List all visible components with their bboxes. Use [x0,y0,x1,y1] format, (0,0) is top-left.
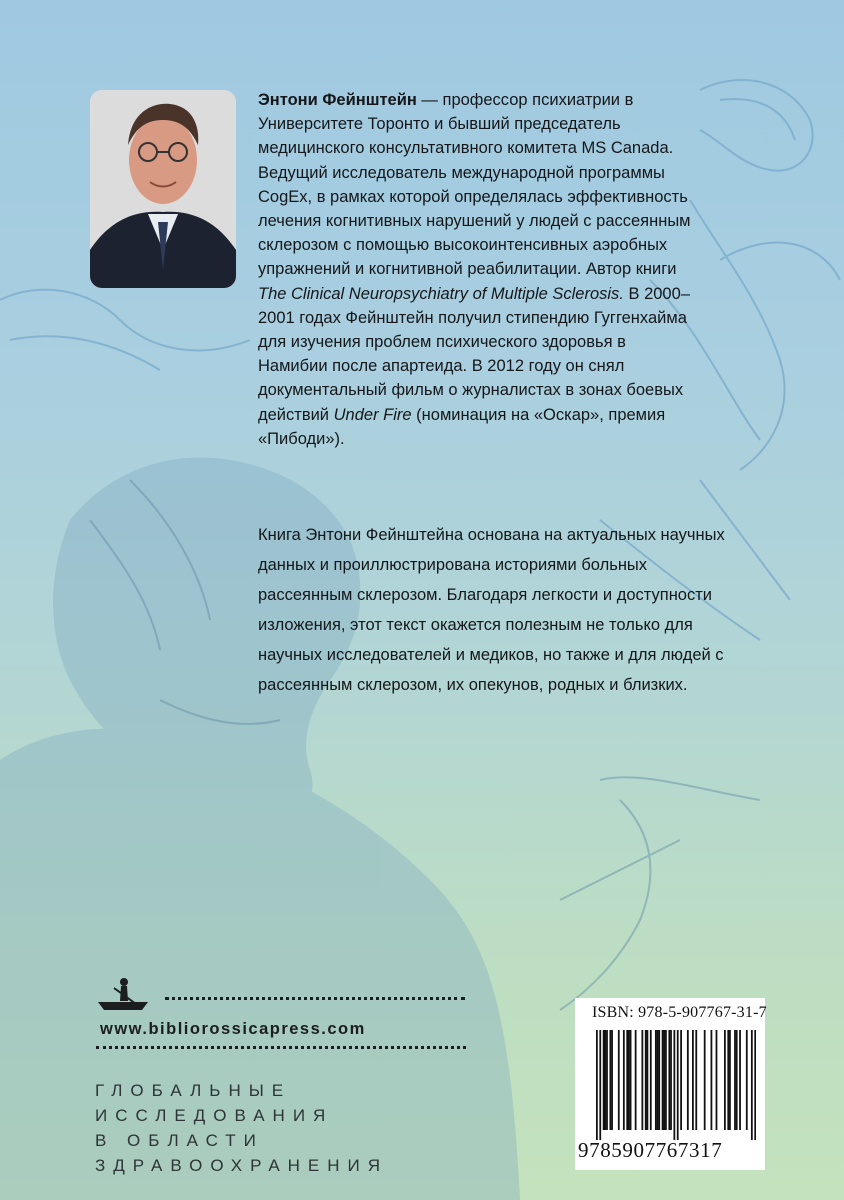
series-line-4: ЗДРАВООХРАНЕНИЯ [95,1156,389,1175]
barcode-bar [658,1030,660,1130]
barcode-digits: 9785907767317 [578,1138,723,1162]
barcode-bar [680,1030,682,1130]
barcode-bar [727,1030,729,1130]
barcode-bar [623,1030,625,1130]
barcode-bar [645,1030,647,1130]
bio-text-1: — профессор психиатрии в Университете Торонто и бывший председатель медицинского консультативного комитета MS Canada. Ведущий исследователь международной программы CogEx, в рамках которой определялась эффективность лечения когнитивных нарушений у людей с рассеянным склерозом с помощью высокоинтенсивных аэробных упражнений и когнитивной реабилитации. Автор книги [258,91,691,279]
barcode-bar [739,1030,741,1130]
barcode-bar [677,1030,679,1140]
series-line-1: ГЛОБАЛЬНЫЕ [95,1081,292,1100]
barcode-bar [704,1030,706,1130]
barcode-bar [673,1030,675,1140]
bio-text-3: (номинация на «Оскар», премия «Пибоди»). [258,405,666,448]
barcode-bar [626,1030,628,1130]
barcode-bar [635,1030,637,1130]
barcode-bar [729,1030,731,1130]
barcode-bar [687,1030,689,1130]
barcode-bar [655,1030,657,1130]
barcode-bar [606,1030,608,1130]
barcode-bar [609,1030,611,1130]
barcode-bar [711,1030,713,1130]
barcode-bar [611,1030,613,1130]
barcode-bar [751,1030,753,1140]
barcode-bar [604,1030,606,1130]
series-line-2: ИССЛЕДОВАНИЯ [95,1106,334,1125]
barcode-bar [734,1030,736,1130]
barcode-bar [596,1030,598,1140]
barcode-bar [746,1030,748,1130]
barcode-bar [657,1030,659,1130]
barcode-bar [650,1030,652,1130]
barcode-bar [630,1030,632,1130]
bio-text-2: В 2000–2001 годах Фейнштейн получил стипендию Гуггенхайма для изучения проблем психического здоровья в Намибии после апартеида. В 2012 году он снял документальный фильм о журналистах в зонах боевых действий [258,284,690,424]
film-title-italic: Under Fire [333,405,412,424]
barcode-bar [670,1030,672,1130]
barcode-bar [754,1030,756,1140]
book-title-italic: The Clinical Neuropsychiatry of Multiple Sclerosis. [258,284,624,303]
barcode-bar [663,1030,665,1130]
author-name: Энтони Фейнштейн [258,91,417,109]
barcode-bar [647,1030,649,1130]
barcode-bar [628,1030,630,1130]
barcode-bar [668,1030,670,1130]
book-blurb: Книга Энтони Фейнштейна основана на актуальных научных данных и проиллюстрирована историями больных рассеянным склерозом. Благодаря легкости и доступности изложения, этот текст окажется полезным не только для научных исследователей и медиков, но также и для людей с рассеянным склерозом, их опекунов, родных и близких. [258,526,725,694]
barcode-bar [603,1030,605,1130]
barcode-bar [599,1030,601,1140]
barcode-bar [641,1030,643,1130]
barcode-bar [665,1030,667,1130]
series-title [95,1078,388,1178]
barcode-bar [695,1030,697,1130]
barcode-bar [724,1030,726,1130]
boat-rower-icon [96,974,150,1020]
barcode-bar [618,1030,620,1130]
author-bio [258,88,698,451]
barcode-bar [692,1030,694,1130]
series-line-3: В ОБЛАСТИ [95,1131,264,1150]
dotted-divider-top [165,997,465,1000]
barcode-bars [596,1030,756,1140]
barcode-bar [662,1030,664,1130]
barcode-bar [736,1030,738,1130]
author-photo [90,90,236,288]
publisher-website: www.bibliorossicapress.com [100,1020,366,1038]
isbn-label: ISBN: 978-5-907767-31-7 [592,1004,767,1021]
barcode-bar [716,1030,718,1130]
dotted-divider-bottom [96,1046,466,1049]
